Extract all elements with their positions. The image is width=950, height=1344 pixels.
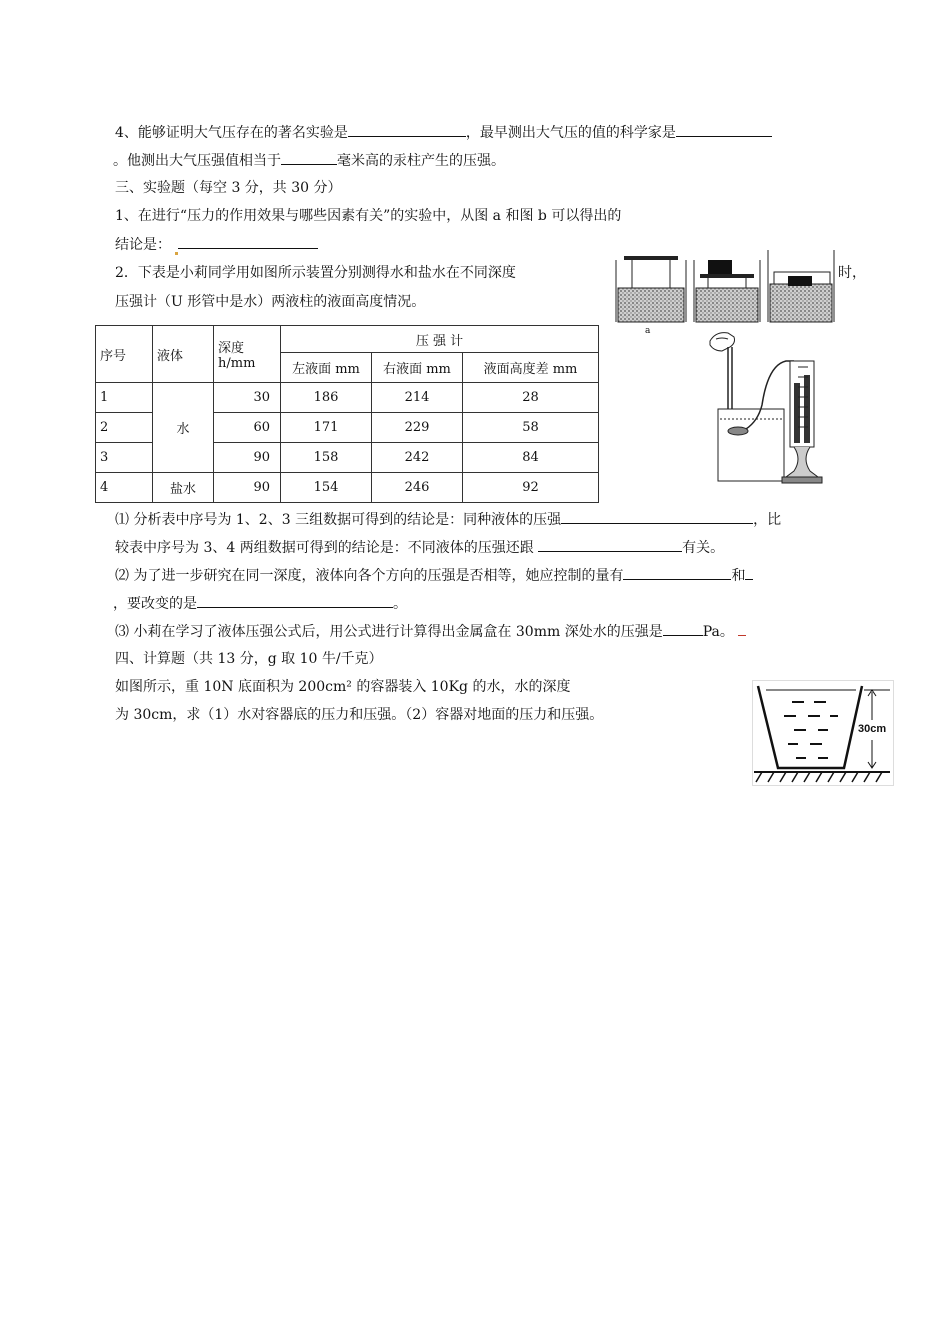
cell-seq: 4 — [96, 473, 153, 503]
header-right-level: 右液面 mm — [372, 353, 463, 383]
figure-c — [768, 250, 834, 322]
figure-a-label: a — [645, 326, 651, 336]
cell-left: 186 — [281, 383, 372, 413]
sub2-line-2 — [113, 593, 407, 614]
figure-a — [616, 256, 686, 322]
sub2-blank-controlled-2[interactable] — [745, 565, 753, 580]
calc-line-1: 如图所示，重 10N 底面积为 200cm² 的容器装入 10Kg 的水，水的深度 — [115, 679, 571, 695]
cell-left: 171 — [281, 413, 372, 443]
sub1-text-1-tail: ，比 — [753, 512, 782, 528]
table-row — [96, 383, 599, 413]
cell-right: 229 — [372, 413, 463, 443]
cell-diff: 58 — [463, 413, 599, 443]
figure-b — [694, 260, 760, 322]
sub3-text-tail: Pa。 — [702, 624, 734, 640]
q4-text-3: 。他测出大气压强值相当于 — [113, 153, 281, 169]
sub3-blank-pressure[interactable] — [663, 621, 703, 636]
q4-text-4: 毫米高的汞柱产生的压强。 — [337, 153, 505, 169]
table-row — [96, 473, 599, 503]
cell-depth: 90 — [214, 473, 281, 503]
cell-depth: 30 — [214, 383, 281, 413]
header-left-level: 左液面 mm — [281, 353, 372, 383]
q4-text-1: 4、能够证明大气压存在的著名实验是 — [115, 125, 348, 141]
sub1-text-2-tail: 有关。 — [682, 540, 725, 556]
sub2-line-1 — [115, 565, 753, 586]
sub2-text-2: ，要改变的是 — [113, 596, 197, 612]
cell-diff: 92 — [463, 473, 599, 503]
cell-diff: 28 — [463, 383, 599, 413]
section3-title: 三、实验题（每空 3 分，共 30 分） — [115, 180, 342, 196]
cell-left: 158 — [281, 443, 372, 473]
table-header-row-1 — [96, 326, 599, 353]
cell-depth: 60 — [214, 413, 281, 443]
sub1-line-2 — [115, 537, 724, 558]
header-liquid: 液体 — [153, 326, 214, 383]
sub2-text-1: ⑵ 为了进一步研究在同一深度，液体向各个方向的压强是否相等，她应控制的量有 — [115, 568, 624, 584]
cell-right: 242 — [372, 443, 463, 473]
sub2-blank-controlled-1[interactable] — [623, 565, 731, 580]
sub3-text: ⑶ 小莉在学习了液体压强公式后，用公式进行计算得出金属盒在 30mm 深处水的压强是 — [115, 624, 663, 640]
sub3-line — [115, 621, 746, 642]
container-depth-label: 30cm — [858, 723, 887, 735]
cell-right: 246 — [372, 473, 463, 503]
sub1-text-2: 较表中序号为 3、4 两组数据可得到的结论是：不同液体的压强还跟 — [115, 540, 539, 556]
cell-seq: 3 — [96, 443, 153, 473]
q4-text-2: ，最早测出大气压的值的科学家是 — [465, 125, 676, 141]
q4-blank-mm[interactable] — [281, 150, 337, 165]
header-level-diff: 液面高度差 mm — [463, 353, 599, 383]
sub2-text-1-tail: 和 — [731, 568, 746, 584]
sub1-blank-same-liquid[interactable] — [561, 509, 753, 524]
q2-line-1: 2．下表是小莉同学用如图所示装置分别测得水和盐水在不同深度 — [115, 265, 516, 281]
sub2-text-2-tail: 。 — [393, 596, 407, 612]
q4-line-1 — [115, 122, 772, 143]
cell-seq: 2 — [96, 413, 153, 443]
cell-left: 154 — [281, 473, 372, 503]
cell-diff: 84 — [463, 443, 599, 473]
q1-line-2 — [115, 234, 318, 255]
pressure-gauge-figure — [698, 325, 838, 487]
q4-blank-experiment[interactable] — [348, 122, 466, 137]
sub1-blank-liquid-type[interactable] — [538, 537, 682, 552]
q1-text-2: 结论是： — [115, 237, 171, 253]
q1-blank-conclusion[interactable] — [178, 234, 318, 249]
hand-icon — [710, 333, 735, 351]
header-seq: 序号 — [96, 326, 153, 383]
q4-line-2 — [113, 150, 505, 171]
cell-depth: 90 — [214, 443, 281, 473]
red-underline-mark — [738, 621, 746, 636]
q1-line-1: 1、在进行“压力的作用效果与哪些因素有关”的实验中，从图 a 和图 b 可以得出的 — [115, 208, 622, 224]
q2-line-1-tail: 时， — [838, 265, 866, 281]
header-gauge-group: 压 强 计 — [281, 326, 599, 353]
sub2-blank-changed[interactable] — [197, 593, 393, 608]
mark-dot — [175, 252, 178, 255]
calc-line-2: 为 30cm，求（1）水对容器底的压力和压强。（2）容器对地面的压力和压强。 — [115, 707, 604, 723]
cell-liquid: 盐水 — [153, 473, 214, 503]
sub1-text-1: ⑴ 分析表中序号为 1、2、3 三组数据可得到的结论是：同种液体的压强 — [115, 512, 562, 528]
section4-title: 四、计算题（共 13 分，g 取 10 牛/千克） — [115, 651, 383, 667]
header-depth: 深度 h/mm — [214, 326, 281, 383]
q4-blank-scientist[interactable] — [676, 122, 772, 137]
cell-liquid: 水 — [153, 383, 214, 473]
cell-right: 214 — [372, 383, 463, 413]
sub1-line-1 — [115, 509, 781, 530]
q2-line-2: 压强计（U 形管中是水）两液柱的液面高度情况。 — [115, 294, 426, 310]
cell-seq: 1 — [96, 383, 153, 413]
pressure-data-table — [95, 325, 599, 503]
